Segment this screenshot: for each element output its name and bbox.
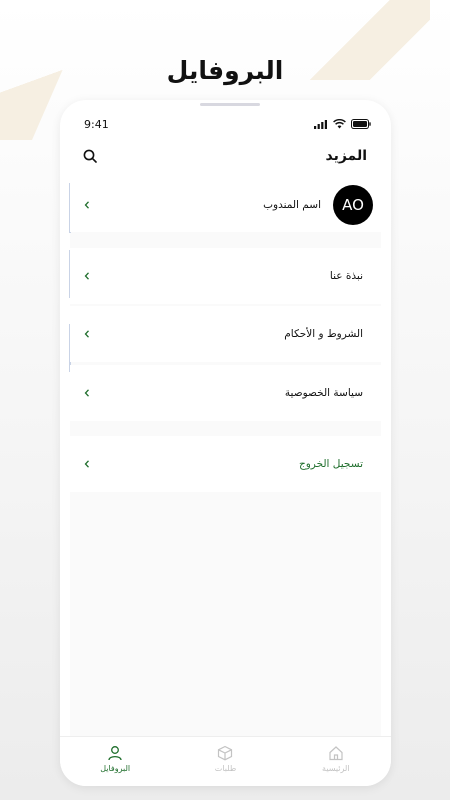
status-time: 9:41 — [84, 117, 109, 131]
tab-profile-label: البروفايل — [100, 764, 131, 773]
notch-indicator — [200, 103, 260, 106]
menu-item-privacy[interactable] — [70, 365, 381, 421]
tab-profile[interactable] — [75, 745, 155, 773]
menu-item-about[interactable] — [70, 248, 381, 304]
status-bar — [84, 117, 371, 131]
user-icon — [107, 745, 123, 761]
tab-home[interactable] — [296, 745, 376, 773]
bottom-nav — [60, 736, 391, 786]
wifi-icon — [333, 119, 346, 129]
chevron-left-icon — [80, 269, 94, 283]
chevron-left-icon — [80, 457, 94, 471]
chevron-left-icon — [80, 327, 94, 341]
menu-item-label: سياسة الخصوصية — [284, 387, 363, 399]
menu-item-label: الشروط و الأحكام — [284, 328, 363, 340]
search-icon — [83, 149, 97, 163]
tab-orders[interactable] — [185, 745, 265, 773]
chevron-left-icon — [80, 386, 94, 400]
profile-row[interactable] — [70, 178, 381, 232]
status-icons — [314, 119, 371, 129]
tab-home-label: الرئيسية — [322, 764, 350, 773]
avatar: AO — [333, 185, 373, 225]
page-title: البروفايل — [166, 56, 284, 85]
menu-item-label: نبذة عنا — [329, 270, 363, 282]
chevron-left-icon — [80, 198, 94, 212]
logout-label: تسجيل الخروج — [298, 458, 363, 470]
tab-orders-label: طلبات — [214, 764, 237, 773]
home-icon — [328, 745, 344, 761]
screen-title: المزيد — [325, 148, 367, 164]
logout-button[interactable] — [70, 436, 381, 492]
box-icon — [217, 745, 233, 761]
agent-name: اسم المندوب — [263, 199, 321, 211]
phone-frame — [60, 100, 391, 786]
menu-list — [70, 178, 381, 736]
signal-icon — [314, 120, 328, 129]
screen-header — [80, 144, 367, 168]
search-button[interactable] — [80, 146, 100, 166]
menu-item-terms[interactable] — [70, 306, 381, 362]
battery-icon — [351, 119, 371, 129]
